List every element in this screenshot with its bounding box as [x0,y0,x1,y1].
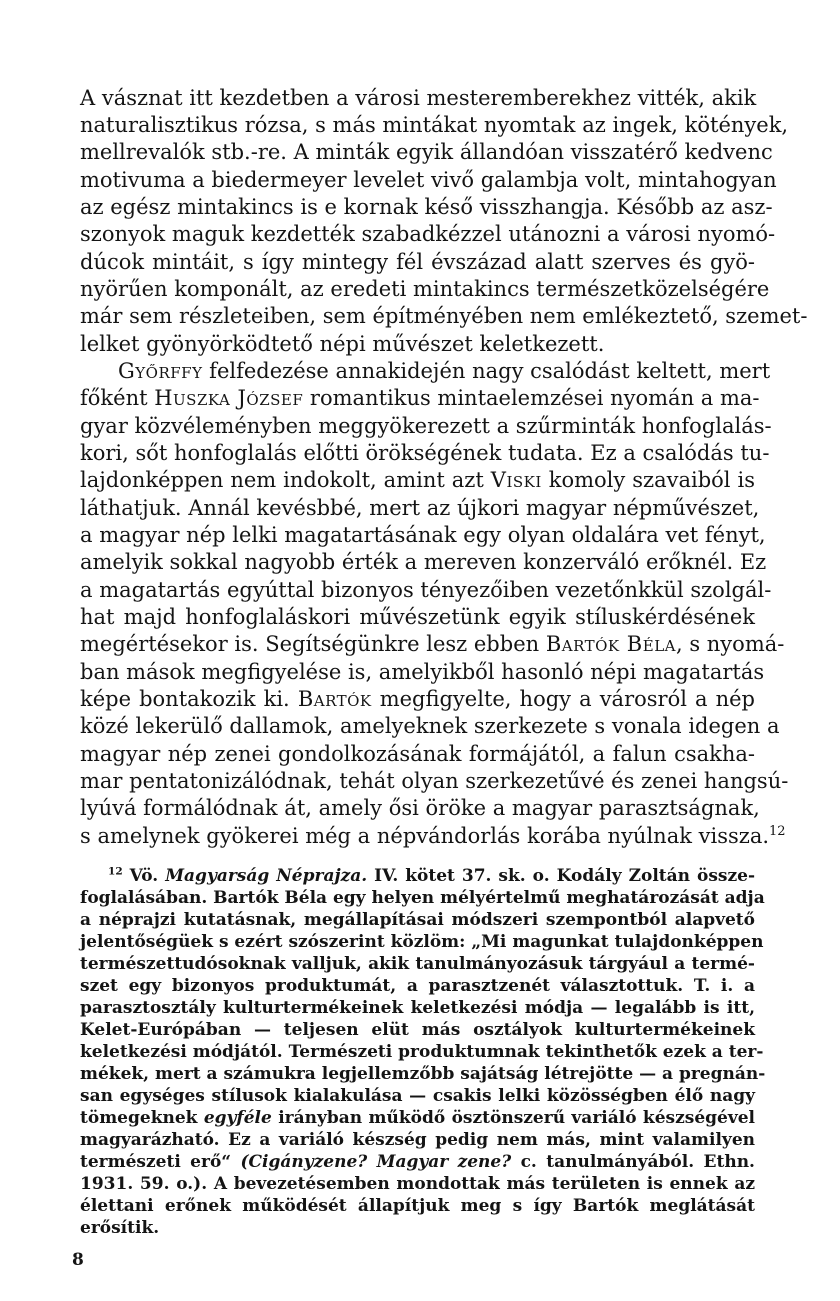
text-run: főként [80,386,155,410]
footnote-line [108,866,755,886]
text-line: már sem részleteiben, sem építményében nem emlékeztető, szemet- [80,304,808,328]
text-line: dúcok mintáit, s így mintegy fél évszázad alatt szerves és gyö- [80,250,755,274]
footnote-line: szet egy bizonyos produktumát, a parasztzenét választottuk. T. i. a [80,976,755,996]
footnote-line: foglalásában. Bartók Béla egy helyen mélyértelmű meghatározását adja [80,888,765,908]
author-name: Győrffy [118,359,203,383]
text-run: , s nyomá- [675,632,785,656]
text-run: megfigyelte, hogy a városról a nép [371,687,755,711]
text-line: közé lekerülő dallamok, amelyeknek szerkezete s vonala idegen a [80,714,780,738]
text-line: a magyar nép lelki magatartásának egy olyan oldalára vet fényt, [80,523,766,547]
footnote-line: magyarázható. Ez a variáló készség pedig nem más, mint valamilyen [80,1130,755,1150]
text-run: képe bontakozik ki. [80,687,298,711]
text-line: a magatartás egyúttal bizonyos tényezőiben vezetőnkkül szolgál- [80,578,772,602]
text-line: magyar nép zenei gondolkozásának formájától, a falun csakha- [80,742,755,766]
text-line: mar pentatonizálódnak, tehát olyan szerkezetűvé és zenei hangsú- [80,769,789,793]
footnote-line [80,1108,755,1128]
footnote-line: keletkezési módjától. Természeti produktumnak tekinthetők ezek a ter- [80,1042,764,1062]
text-run: c. tanulmányából. Ethn. [511,1152,755,1172]
footnote-line: erősítik. [80,1218,160,1238]
text-line: motivuma a biedermeyer levelet vivő galambja volt, mintahogyan [80,168,777,192]
footnote-line: a néprajzi kutatásnak, megállapításai módszeri szempontból alapvető [80,910,755,930]
footnote-line: élettani erőnek működését állapítjuk meg s így Bartók meglátását [80,1196,755,1216]
text-line: hat majd honfoglaláskori művészetünk egyik stíluskérdésének [80,605,755,629]
text-line [118,359,771,383]
text-run: s amelynek gyökerei még a népvándorlás korába nyúlnak vissza. [80,824,770,848]
text-line: láthatjuk. Annál kevésbbé, mert az újkori magyar népművészet, [80,496,760,520]
text-run: Vö. [122,866,166,886]
footnote-line: san egységes stílusok kialakulása — csakis lelki közösségben élő nagy [80,1086,755,1106]
author-name: Bartók [297,687,372,711]
footnote-line [80,1152,755,1172]
italic-word: egyféle [203,1108,272,1128]
author-name: Viski [490,468,542,492]
footnote-number: 12 [108,865,123,878]
footnote-line: mékek, mert a számukra legjellemzőbb sajátság létrejötte — a pregnán- [80,1064,766,1084]
text-line [80,824,786,848]
footnote-line: jelentőségüek s ezért szószerint közlöm: „Mi magunkat tulajdonképpen [80,932,764,952]
text-run: lajdonképpen nem indokolt, amint azt [80,468,491,492]
text-line: szonyok maguk kezdették szabadkézzel utánozni a városi nyomó- [80,222,776,246]
text-line: ban mások megfigyelése is, amelyikből hasonló népi magatartás [80,660,765,684]
text-line [80,386,760,410]
footnote-line: természettudósoknak valljuk, akik tanulmányozásuk tárgyául a termé- [80,954,755,974]
text-run: IV. kötet 37. sk. o. Kodály Zoltán össze- [367,866,755,886]
text-run: megértésekor is. Segítségünkre lesz ebben [80,632,546,656]
italic-title: Magyarság Néprajza. [165,866,368,886]
text-line: az egész mintakincs is e kornak késő visszhangja. Később az asz- [80,195,773,219]
text-line: nyörűen komponált, az eredeti mintakincs természetközelségére [80,277,770,301]
text-line: A vásznat itt kezdetben a városi mesteremberekhez vitték, akik [80,86,757,110]
text-line: naturalisztikus rózsa, s más mintákat nyomtak az ingek, kötények, [80,113,789,137]
text-run: természeti erő“ [80,1152,241,1172]
text-line: amelyik sokkal nagyobb érték a mereven konzerváló erőknél. Ez [80,550,767,574]
text-run: irányban működő ösztönszerű variáló készségével [271,1108,755,1128]
text-run: felfedezése annakidején nagy csalódást keltett, mert [202,359,771,383]
text-line: lelket gyönyörködtető népi művészet keletkezett. [80,332,605,356]
page-number: 8 [72,1250,84,1270]
text-line [80,468,755,492]
text-line [80,632,785,656]
text-line: gyar közvéleményben meggyökerezett a szűrminták honfoglalás- [80,414,772,438]
author-name: Huszka József [154,386,304,410]
italic-title: (Cigányzene? Magyar zene? [240,1152,512,1172]
text-run: romantikus mintaelemzései nyomán a ma- [303,386,760,410]
footnote-line: 1931. 59. o.). A bevezetésemben mondottak más területen is ennek az [80,1174,755,1194]
text-line: kori, sőt honfoglalás előtti örökségének tudata. Ez a csalódás tu- [80,441,770,465]
text-run: komoly szavaiból is [541,468,755,492]
text-run: tömegeknek [80,1108,204,1128]
footnote-reference: 12 [769,824,786,839]
text-line: mellrevalók stb.-re. A minták egyik állandóan visszatérő kedvenc [80,140,773,164]
text-line: lyúvá formálódnak át, amely ősi öröke a magyar parasztságnak, [80,796,760,820]
footnote-line: Kelet-Európában — teljesen elüt más osztályok kulturtermékeinek [80,1020,755,1040]
footnote-line: parasztosztály kulturtermékeinek keletkezési módja — legalább is itt, [80,998,755,1018]
author-name: Bartók Béla [545,632,676,656]
text-line [80,687,755,711]
